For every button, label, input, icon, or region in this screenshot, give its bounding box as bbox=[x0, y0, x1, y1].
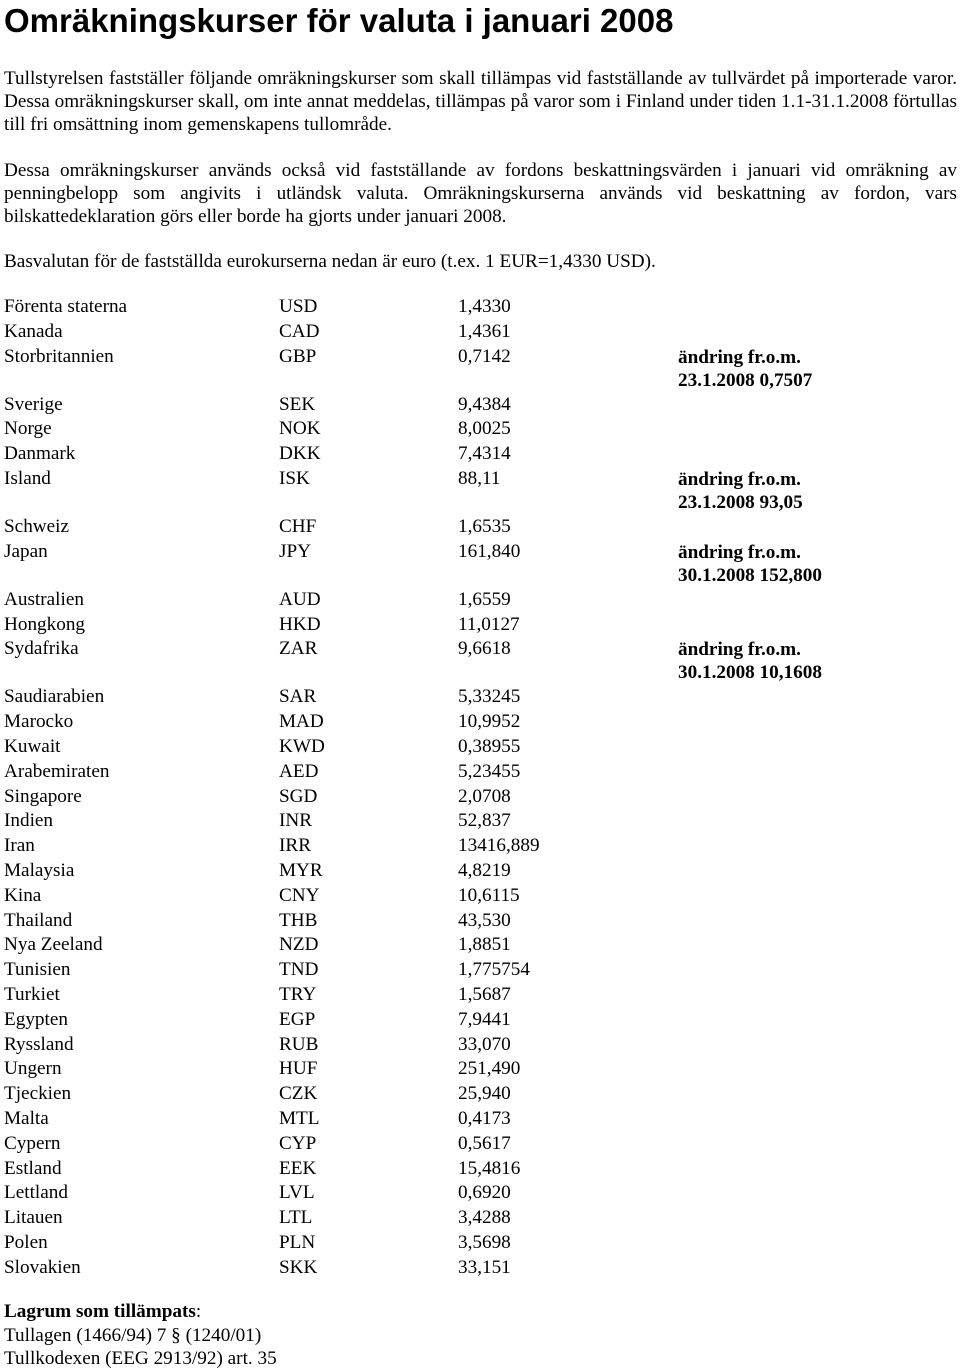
rate-row bbox=[4, 296, 957, 321]
rate-row bbox=[4, 589, 957, 614]
rate-change-note-line: ändring fr.o.m. bbox=[678, 541, 801, 563]
country-name: Turkiet bbox=[4, 983, 60, 1005]
exchange-rate: 11,0127 bbox=[458, 613, 520, 635]
exchange-rate: 1,6535 bbox=[458, 515, 511, 537]
country-name: Malaysia bbox=[4, 859, 75, 881]
base-currency-paragraph: Basvalutan för de fastställda eurokurserna nedan är euro (t.ex. 1 EUR=1,4330 USD). bbox=[4, 251, 656, 272]
rate-row bbox=[4, 761, 957, 786]
currency-code: MTL bbox=[279, 1107, 320, 1129]
page-title: Omräkningskurser för valuta i januari 2008 bbox=[4, 2, 674, 39]
rate-row bbox=[4, 541, 957, 589]
currency-code: LTL bbox=[279, 1207, 313, 1229]
rate-row bbox=[4, 614, 957, 639]
country-name: Polen bbox=[4, 1231, 48, 1253]
exchange-rate: 0,5617 bbox=[458, 1132, 511, 1154]
country-name: Ryssland bbox=[4, 1033, 74, 1055]
legal-basis-line: Tullagen (1466/94) 7 § (1240/01) bbox=[4, 1324, 262, 1346]
rate-row bbox=[4, 1133, 957, 1158]
rate-row bbox=[4, 468, 957, 516]
exchange-rate: 88,11 bbox=[458, 467, 501, 489]
country-name: Saudiarabien bbox=[4, 686, 105, 708]
country-name: Egypten bbox=[4, 1008, 68, 1030]
exchange-rate: 5,23455 bbox=[458, 760, 521, 782]
country-name: Sydafrika bbox=[4, 638, 79, 660]
rate-row bbox=[4, 346, 957, 394]
rate-row bbox=[4, 934, 957, 959]
exchange-rate: 7,4314 bbox=[458, 443, 511, 465]
intro-paragraph: Tullstyrelsen fastställer följande omräkningskurser som skall tillämpas vid fastställande av tullvärdet på importerade varor. Dessa omräkningskurser skall, om inte annat meddelas, tillämpas på varor som i Finland under tiden 1.1-31.1.2008 förtullas till fri omsättning inom gemenskapens tullområde. bbox=[4, 68, 957, 135]
rate-change-note bbox=[678, 468, 803, 514]
rate-change-note-line: ändring fr.o.m. bbox=[678, 639, 801, 661]
rate-row bbox=[4, 686, 957, 711]
country-name: Kuwait bbox=[4, 735, 61, 757]
rate-change-note bbox=[678, 346, 812, 392]
rate-row bbox=[4, 1232, 957, 1257]
exchange-rate: 8,0025 bbox=[458, 418, 511, 440]
rate-change-note-line: 30.1.2008 152,800 bbox=[678, 564, 822, 586]
country-name: Cypern bbox=[4, 1132, 61, 1154]
exchange-rate: 5,33245 bbox=[458, 686, 521, 708]
legal-basis bbox=[4, 1300, 277, 1371]
currency-code: GBP bbox=[279, 345, 317, 367]
currency-code: CHF bbox=[279, 515, 317, 537]
currency-code: IRR bbox=[279, 835, 311, 857]
country-name: Estland bbox=[4, 1157, 62, 1179]
rate-change-note-line: ändring fr.o.m. bbox=[678, 468, 801, 490]
currency-code: EGP bbox=[279, 1008, 316, 1030]
exchange-rate: 52,837 bbox=[458, 810, 511, 832]
rate-row bbox=[4, 418, 957, 443]
rate-row bbox=[4, 885, 957, 910]
document-page bbox=[4, 0, 957, 1369]
country-name: Ungern bbox=[4, 1058, 62, 1080]
exchange-rate: 7,9441 bbox=[458, 1008, 511, 1030]
rate-change-note-line: 23.1.2008 93,05 bbox=[678, 491, 803, 513]
rate-row bbox=[4, 984, 957, 1009]
exchange-rate: 251,490 bbox=[458, 1058, 521, 1080]
exchange-rate: 1,8851 bbox=[458, 934, 511, 956]
currency-code: CAD bbox=[279, 320, 320, 342]
exchange-rate: 43,530 bbox=[458, 909, 511, 931]
rate-change-note bbox=[678, 541, 822, 587]
country-name: Thailand bbox=[4, 909, 73, 931]
rate-row bbox=[4, 1108, 957, 1133]
country-name: Singapore bbox=[4, 785, 82, 807]
currency-code: HKD bbox=[279, 613, 321, 635]
exchange-rate: 25,940 bbox=[458, 1083, 511, 1105]
currency-code: HUF bbox=[279, 1058, 318, 1080]
exchange-rate: 0,7142 bbox=[458, 345, 511, 367]
exchange-rate: 15,4816 bbox=[458, 1157, 521, 1179]
currency-code: DKK bbox=[279, 443, 321, 465]
exchange-rate: 10,6115 bbox=[458, 884, 520, 906]
country-name: Storbritannien bbox=[4, 345, 114, 367]
country-name: Island bbox=[4, 467, 51, 489]
rate-row bbox=[4, 1158, 957, 1183]
currency-code: MAD bbox=[279, 711, 324, 733]
rate-row bbox=[4, 1009, 957, 1034]
exchange-rate: 13416,889 bbox=[458, 835, 540, 857]
exchange-rate: 161,840 bbox=[458, 540, 521, 562]
legal-basis-line: Tullkodexen (EEG 2913/92) art. 35 bbox=[4, 1348, 277, 1369]
rate-row bbox=[4, 1034, 957, 1059]
exchange-rate: 4,8219 bbox=[458, 859, 511, 881]
exchange-rate: 10,9952 bbox=[458, 711, 521, 733]
country-name: Japan bbox=[4, 540, 48, 562]
country-name: Tjeckien bbox=[4, 1083, 72, 1105]
currency-code: NZD bbox=[279, 934, 319, 956]
currency-code: USD bbox=[279, 296, 318, 317]
rate-row bbox=[4, 1257, 957, 1282]
rate-change-note-line: 30.1.2008 10,1608 bbox=[678, 662, 822, 684]
currency-code: CNY bbox=[279, 884, 320, 906]
exchange-rate: 0,4173 bbox=[458, 1107, 511, 1129]
rate-change-note-line: 23.1.2008 0,7507 bbox=[678, 369, 813, 391]
exchange-rate: 9,6618 bbox=[458, 638, 511, 660]
rate-row bbox=[4, 1207, 957, 1232]
rate-row bbox=[4, 394, 957, 419]
exchange-rate: 1,4361 bbox=[458, 320, 511, 342]
exchange-rate: 3,5698 bbox=[458, 1231, 511, 1253]
currency-code: EEK bbox=[279, 1157, 317, 1179]
rate-row bbox=[4, 786, 957, 811]
currency-code: SEK bbox=[279, 393, 316, 415]
currency-code: THB bbox=[279, 909, 318, 931]
country-name: Schweiz bbox=[4, 515, 70, 537]
rate-change-note-line: ändring fr.o.m. bbox=[678, 346, 801, 368]
rate-row bbox=[4, 910, 957, 935]
rate-row bbox=[4, 711, 957, 736]
currency-code: JPY bbox=[279, 540, 311, 562]
currency-code: CYP bbox=[279, 1132, 317, 1154]
exchange-rate: 1,775754 bbox=[458, 959, 530, 981]
rate-row bbox=[4, 443, 957, 468]
rate-change-note bbox=[678, 638, 822, 684]
country-name: Slovakien bbox=[4, 1256, 81, 1278]
country-name: Litauen bbox=[4, 1207, 63, 1229]
exchange-rate: 0,38955 bbox=[458, 735, 521, 757]
rate-row bbox=[4, 736, 957, 761]
rate-row bbox=[4, 516, 957, 541]
rate-row bbox=[4, 835, 957, 860]
currency-code: LVL bbox=[279, 1182, 315, 1204]
rate-row bbox=[4, 1182, 957, 1207]
rate-row bbox=[4, 810, 957, 835]
currency-code: CZK bbox=[279, 1083, 318, 1105]
vehicle-tax-paragraph: Dessa omräkningskurser används också vid fastställande av fordons beskattningsvärden i januari vid omräkning av penningbelopp som angivits i utländsk valuta. Omräkningskurserna används vid beskattning av fordon, vars bilskattedeklaration görs eller borde ha gjorts under januari 2008. bbox=[4, 160, 957, 227]
currency-code: SAR bbox=[279, 686, 317, 708]
country-name: Australien bbox=[4, 588, 84, 610]
country-name: Kina bbox=[4, 884, 42, 906]
country-name: Förenta staterna bbox=[4, 296, 128, 317]
country-name: Malta bbox=[4, 1107, 49, 1129]
country-name: Lettland bbox=[4, 1182, 68, 1204]
rate-row bbox=[4, 959, 957, 984]
currency-code: RUB bbox=[279, 1033, 319, 1055]
exchange-rate: 33,070 bbox=[458, 1033, 511, 1055]
country-name: Arabemiraten bbox=[4, 760, 110, 782]
currency-code: AUD bbox=[279, 588, 321, 610]
country-name: Tunisien bbox=[4, 959, 71, 981]
exchange-rate: 33,151 bbox=[458, 1256, 511, 1278]
currency-code: SKK bbox=[279, 1256, 318, 1278]
rate-row bbox=[4, 1083, 957, 1108]
country-name: Norge bbox=[4, 418, 52, 440]
exchange-rate: 1,6559 bbox=[458, 588, 511, 610]
exchange-rate: 2,0708 bbox=[458, 785, 511, 807]
currency-code: NOK bbox=[279, 418, 321, 440]
exchange-rate: 1,4330 bbox=[458, 296, 511, 317]
rate-row bbox=[4, 1058, 957, 1083]
exchange-rate: 3,4288 bbox=[458, 1207, 511, 1229]
currency-code: AED bbox=[279, 760, 319, 782]
country-name: Indien bbox=[4, 810, 54, 832]
legal-basis-heading: Lagrum som tillämpats: bbox=[4, 1301, 202, 1322]
currency-code: INR bbox=[279, 810, 313, 832]
country-name: Sverige bbox=[4, 393, 63, 415]
exchange-rate: 1,5687 bbox=[458, 983, 511, 1005]
currency-code: TRY bbox=[279, 983, 317, 1005]
exchange-rate: 0,6920 bbox=[458, 1182, 511, 1204]
rate-row bbox=[4, 860, 957, 885]
currency-code: KWD bbox=[279, 735, 325, 757]
currency-code: ISK bbox=[279, 467, 310, 489]
country-name: Hongkong bbox=[4, 613, 86, 635]
country-name: Nya Zeeland bbox=[4, 934, 103, 956]
currency-code: MYR bbox=[279, 859, 323, 881]
country-name: Marocko bbox=[4, 711, 74, 733]
exchange-rate-list bbox=[4, 296, 957, 1282]
country-name: Danmark bbox=[4, 443, 76, 465]
currency-code: ZAR bbox=[279, 638, 318, 660]
rate-row bbox=[4, 321, 957, 346]
currency-code: PLN bbox=[279, 1231, 316, 1253]
country-name: Iran bbox=[4, 835, 35, 857]
country-name: Kanada bbox=[4, 320, 63, 342]
exchange-rate: 9,4384 bbox=[458, 393, 511, 415]
currency-code: SGD bbox=[279, 785, 318, 807]
currency-code: TND bbox=[279, 959, 319, 981]
rate-row bbox=[4, 638, 957, 686]
